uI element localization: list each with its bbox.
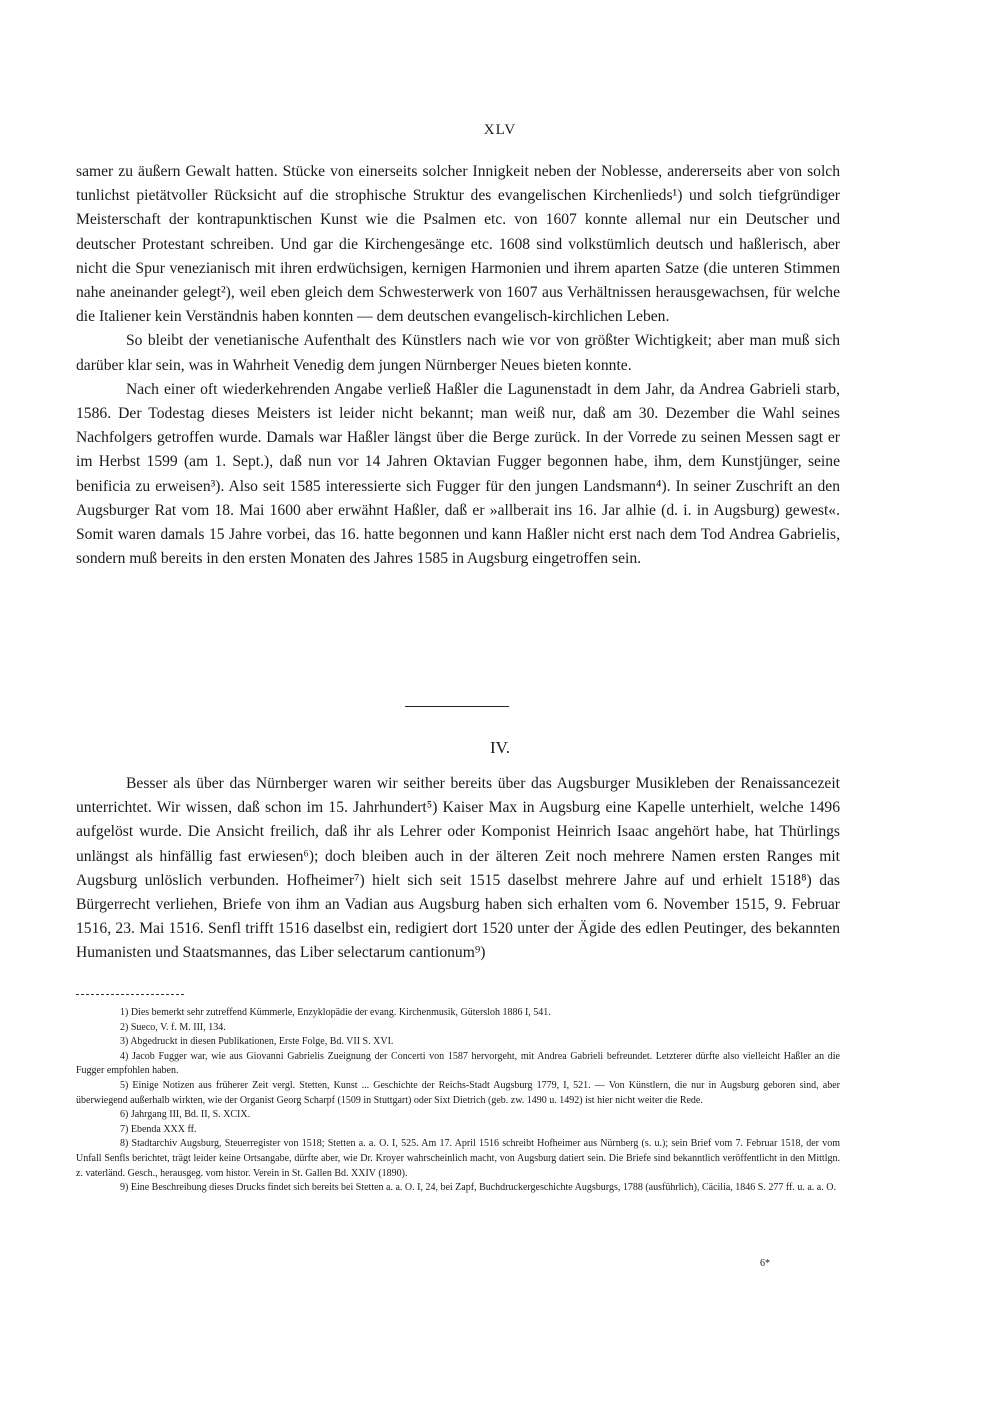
signature-mark: 6*	[760, 1258, 770, 1269]
upper-text-block	[76, 160, 840, 571]
paragraph: So bleibt der venetianische Aufenthalt des Künstlers nach wie vor von größter Wichtigkeit; aber man muß sich darüber klar sein, was in Wahrheit Venedig dem jungen Nürnberger Neues bieten konnte.	[76, 332, 840, 374]
footnotes	[76, 1006, 840, 1196]
footnote: 9) Eine Beschreibung dieses Drucks findet sich bereits bei Stetten a. a. O. I, 24, bei Zapf, Buchdruckergeschichte Augsburgs, 1788 (ausführlich), Cäcilia, 1846 S. 277 ff. u. a. a. O.	[120, 1182, 836, 1194]
footnote: 5) Einige Notizen aus früherer Zeit vergl. Stetten, Kunst ... Geschichte der Reichs-Stadt Augsburg 1779, I, 521. — Von Künstlern, die nur in Augsburg geboren sind, aber überwiegend außerhalb wirkten, wie der Organist Georg Scharpf (1509 in Stuttgart) oder Sixt Dietrich (geb. zw. 1490 u. 1492) ist hier nicht weiter die Rede.	[76, 1079, 840, 1106]
footnote: 1) Dies bemerkt sehr zutreffend Kümmerle, Enzyklopädie der evang. Kirchenmusik, Gütersloh 1886 I, 541.	[120, 1007, 551, 1018]
paragraph: samer zu äußern Gewalt hatten. Stücke von einerseits solcher Innigkeit neben der Noblesse, andererseits aber von solch tunlichst pietätvoller Rücksicht auf die strophische Struktur des evangelischen Kirchenlieds¹) und solch tiefgründiger Meisterschaft der kontrapunktischen Kunst wie die Psalmen etc. von 1607 konnte allemal nur ein Deutscher und deutscher Protestant schreiben. Und gar die Kirchengesänge etc. 1608 sind volkstümlich deutsch und haßlerisch, aber nicht die Spur venezianisch mit ihren erdwüchsigen, kernigen Harmonien und ihrem aparten Satze (die unteren Stimmen nahe aneinander gelegt²), weil eben gleich dem Schwesterwerk von 1607 aus Verhältnissen herausgewachsen, für welche die Italiener kein Verständnis haben konnten — dem deutschen evangelisch-kirchlichen Leben.	[76, 163, 840, 326]
paragraph: Nach einer oft wiederkehrenden Angabe verließ Haßler die Lagunenstadt in dem Jahr, da Andrea Gabrieli starb, 1586. Der Todestag dieses Meisters ist leider nicht bekannt; man weiß nur, daß am 30. Dezember die Wahl seines Nachfolgers getroffen wurde. Damals war Haßler längst über die Berge zurück. In der Vorrede zu seinen Messen sagt er im Herbst 1599 (am 1. Sept.), daß nun vor 14 Jahren Oktavian Fugger begonnen habe, ihm, dem Kunstjünger, seine benificia zu erweisen³). Also seit 1585 interessierte sich Fugger für den jungen Landsmann⁴). In seiner Zuschrift an den Augsburger Rat vom 18. Mai 1600 aber erwähnt Haßler, daß er »allberait ins 16. Jar alhie (d. i. in Augsburg) gewest«. Somit waren damals 15 Jahre vorbei, das 16. hatte begonnen und kann Haßler nicht erst nach dem Tod Andrea Gabrielis, sondern muß bereits in den ersten Monaten des Jahres 1585 in Augsburg eingetroffen sein.	[76, 380, 840, 568]
lower-text-block	[76, 772, 840, 966]
paragraph: Besser als über das Nürnberger waren wir seither bereits über das Augsburger Musikleben der Renaissancezeit unterrichtet. Wir wissen, daß schon im 15. Jahrhundert⁵) Kaiser Max in Augsburg eine Kapelle unterhielt, welche 1496 aufgelöst wurde. Die Ansicht freilich, daß ihr als Lehrer oder Komponist Heinrich Isaac angehört habe, hat Thürlings unlängst als hinfällig fast erwiesen⁶); doch bleiben auch in der älteren Zeit noch mehrere Namen ersten Ranges mit Augsburg unlöslich verbunden. Hofheimer⁷) hielt sich seit 1515 daselbst mehrere Jahre auf und erhielt 1518⁸) das Bürgerrecht verliehen, Briefe von ihm an Vadian aus Augsburg haben sich erhalten vom 6. November 1515, 9. Februar 1516, 23. Mai 1516. Senfl trifft 1516 daselbst ein, redigiert dort 1520 unter der Ägide des edlen Peutinger, des bekannten Humanisten und Staatsmannes, das Liber selectarum cantionum⁹)	[76, 775, 840, 962]
footnote-rule	[76, 994, 184, 995]
page-number: XLV	[483, 122, 517, 138]
footnote: 8) Stadtarchiv Augsburg, Steuerregister von 1518; Stetten a. a. O. I, 525. Am 17. April 1516 schreibt Hofheimer aus Nürnberg (s. u.); sein Brief vom 7. Februar 1518, der vom Unfall Senfls berichtet, trägt leider keine Ortsangabe, dürfte aber, wie Dr. Kroyer wahrscheinlich macht, von Augsburg datiert sein. Die Briefe sind bekanntlich veröffentlicht in den Mittlgn. z. vaterländ. Gesch., herausgeg. vom histor. Verein in St. Gallen Bd. XXIV (1890).	[76, 1138, 840, 1179]
section-separator	[405, 706, 509, 707]
footnote: 2) Sueco, V. f. M. III, 134.	[120, 1021, 226, 1033]
footnote: 3) Abgedruckt in diesen Publikationen, Erste Folge, Bd. VII S. XVI.	[120, 1036, 394, 1048]
footnote: 4) Jacob Fugger war, wie aus Giovanni Gabrielis Zueignung der Concerti von 1587 hervorgeht, mit Andrea Gabrieli befreundet. Letzterer dürfte also vielleicht Haßler an die Fugger empfohlen haben.	[76, 1050, 840, 1077]
footnote: 6) Jahrgang III, Bd. II, S. XCIX.	[120, 1109, 251, 1121]
section-heading: IV.	[490, 738, 510, 757]
footnote: 7) Ebenda XXX ff.	[120, 1123, 197, 1135]
